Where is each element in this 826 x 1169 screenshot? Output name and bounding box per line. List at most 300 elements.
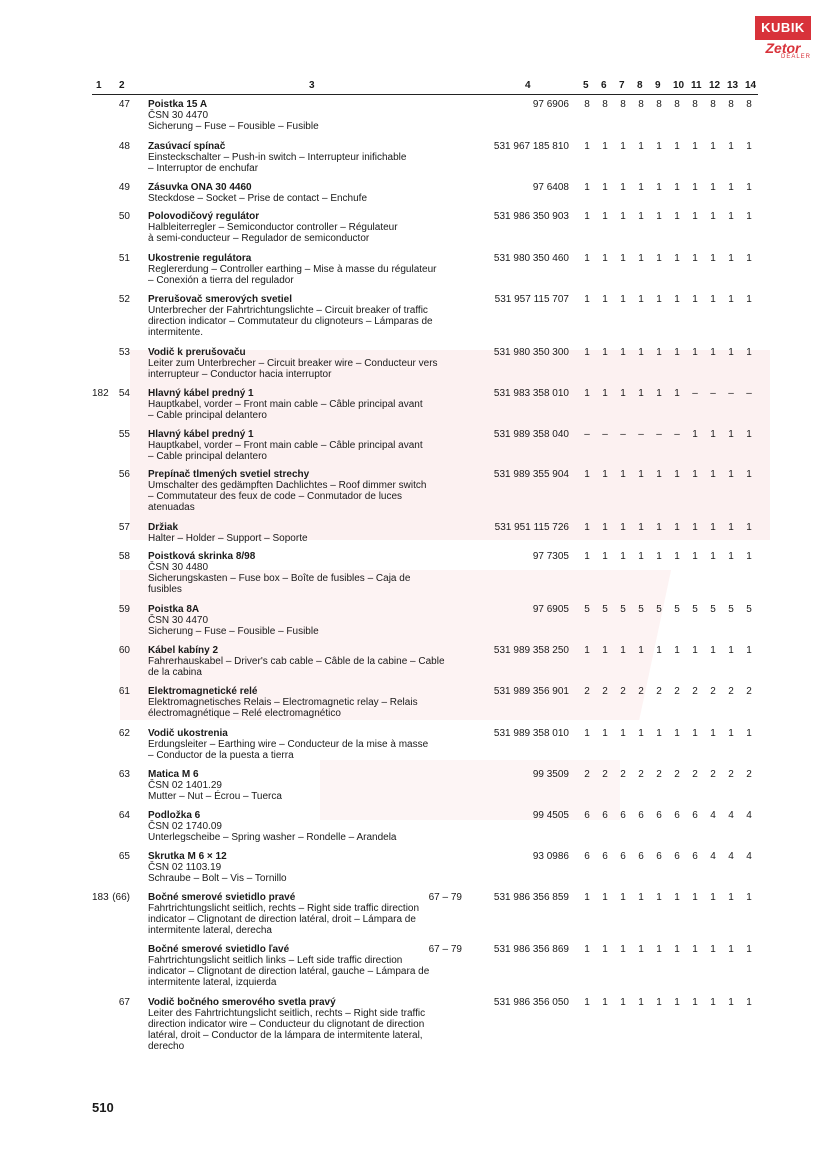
quantity-cell: 2 [692,686,698,697]
header-qty-col: 6 [601,80,607,91]
quantity-cell: 1 [584,892,590,903]
part-name: Prerušovač smerových svetiel [148,294,292,305]
quantity-cell: 1 [746,892,752,903]
quantity-cell: 1 [620,211,626,222]
quantity-cell: 1 [674,294,680,305]
quantity-cell: 1 [746,645,752,656]
quantity-cell: 5 [746,604,752,615]
part-number: 531 989 355 904 [493,469,569,480]
quantity-cell: 1 [746,944,752,955]
quantity-cell: 6 [602,810,608,821]
part-description-line: Reglererdung – Controller earthing – Mise à masse du régulateur [148,264,437,275]
header-qty-col: 5 [583,80,589,91]
part-number: 531 986 356 869 [493,944,569,955]
part-name: Kábel kabíny 2 [148,645,219,656]
quantity-cell: 8 [602,99,608,110]
quantity-cell: 8 [656,99,662,110]
part-description-line: indicator – Clignotant de direction latéral, gauche – Lámpara de [148,966,430,977]
quantity-cell: 1 [656,182,662,193]
part-name: Poistková skrinka 8/98 [148,551,256,562]
quantity-cell: – [620,429,626,440]
quantity-cell: 2 [710,686,716,697]
part-description-line: – Conexión a tierra del regulador [148,275,294,286]
part-description-line: – Commutateur des feux de code – Conmutador de luces [148,491,403,502]
quantity-cell: 2 [584,686,590,697]
quantity-cell: 1 [728,892,734,903]
part-description-line: – Conductor de la puesta a tierra [148,750,294,761]
part-description-line: ČSN 02 1103.19 [148,862,222,873]
part-number: 531 957 115 707 [494,294,569,305]
quantity-cell: 1 [692,253,698,264]
quantity-cell: 1 [638,728,644,739]
part-description [148,728,480,761]
part-description-line: – Cable principal delantero [148,451,267,462]
quantity-cell: 1 [728,429,734,440]
quantity-cell: 1 [656,211,662,222]
quantity-cell: 1 [584,944,590,955]
quantity-cell: 8 [584,99,590,110]
quantity-cell: 1 [584,388,590,399]
quantity-cell: 1 [674,388,680,399]
logo-zetor: Zetor [765,40,801,56]
header-qty-col: 11 [691,80,702,91]
position-number: 56 [118,469,130,480]
quantity-cell: – [710,388,716,399]
quantity-cell: 2 [638,769,644,780]
quantity-cell: 1 [728,522,734,533]
quantity-cell: – [674,429,680,440]
quantity-cell: 1 [728,551,734,562]
quantity-cell: 2 [620,769,626,780]
part-number: 93 0986 [532,851,569,862]
part-description-line: Leiter zum Unterbrecher – Circuit breaker wire – Conducteur vers [148,358,438,369]
header-col-2: 2 [119,80,125,91]
quantity-cell: 8 [692,99,698,110]
quantity-cell: 1 [656,141,662,152]
position-number: 65 [118,851,130,862]
part-description [148,211,480,244]
quantity-cell: 2 [602,769,608,780]
part-description [148,469,480,513]
part-description-line: électromagnétique – Relé electromagnético [148,708,341,719]
quantity-cell: 1 [638,294,644,305]
quantity-cell: 1 [584,522,590,533]
quantity-cell: 1 [602,182,608,193]
quantity-cell: 1 [746,253,752,264]
quantity-cell: 1 [692,645,698,656]
quantity-cell: 1 [584,253,590,264]
part-description [148,997,480,1052]
logo-dealer: DEALER [780,54,811,60]
quantity-cell: 8 [638,99,644,110]
part-description-line: derecho [148,1041,185,1052]
position-number: 58 [118,551,130,562]
part-description-line: Fahrtrichtungslicht seitlich, rechts – Right side traffic direction [148,903,420,914]
part-description-line: intermitente lateral, izquierda [148,977,277,988]
header-qty-col: 7 [619,80,625,91]
part-description-line: direction indicator – Commutateur du clignoteurs – Lámparas de [148,316,433,327]
quantity-cell: 1 [728,997,734,1008]
quantity-cell: 2 [746,686,752,697]
part-number: 531 980 350 300 [493,347,569,358]
quantity-cell: 1 [638,469,644,480]
quantity-cell: – [638,429,644,440]
quantity-cell: 1 [638,141,644,152]
quantity-cell: – [602,429,608,440]
position-number: 63 [118,769,130,780]
part-name: Zasúvací spínač [148,141,226,152]
group-number: 183 [92,892,109,903]
logo-kubik: KUBIK [755,16,811,40]
quantity-cell: 1 [746,469,752,480]
part-description-line: Sicherungskasten – Fuse box – Boîte de fusibles – Caja de [148,573,411,584]
quantity-cell: 5 [638,604,644,615]
header-col-3: 3 [309,80,315,91]
part-description-line: Hauptkabel, vorder – Front main cable – Câble principal avant [148,440,423,451]
part-description [148,551,480,595]
part-description-line: ČSN 30 4470 [148,615,209,626]
header-col-4: 4 [525,80,531,91]
header-col-1: 1 [96,80,102,91]
quantity-cell: 1 [692,997,698,1008]
part-name: Vodič bočného smerového svetla pravý [148,997,336,1008]
part-description [148,686,480,719]
part-name: Držiak [148,522,179,533]
part-description [148,294,480,338]
position-number: 53 [118,347,130,358]
position-number: 64 [118,810,130,821]
quantity-cell: 1 [692,211,698,222]
quantity-cell: 1 [620,551,626,562]
part-description-line: ČSN 30 4480 [148,562,209,573]
position-number: (66) [112,892,130,903]
part-description-line: Elektromagnetisches Relais – Electromagnetic relay – Relais [148,697,418,708]
part-description-line: fusibles [148,584,182,595]
quantity-cell: 1 [674,728,680,739]
part-description-line: Halter – Holder – Support – Soporte [148,533,308,544]
position-number: 47 [118,99,130,110]
quantity-cell: 6 [656,810,662,821]
part-description [148,810,480,843]
part-description [148,851,480,884]
part-description-line: Sicherung – Fuse – Fousible – Fusible [148,626,319,637]
quantity-cell: 1 [602,253,608,264]
part-description-line: Einsteckschalter – Push-in switch – Interrupteur inifichable [148,152,407,163]
part-description [148,645,480,678]
quantity-cell: 2 [674,769,680,780]
quantity-cell: 1 [584,141,590,152]
quantity-cell: 1 [710,182,716,193]
part-number: 531 986 356 859 [493,892,569,903]
part-description-line: intermitente lateral, derecha [148,925,272,936]
part-number: 531 986 356 050 [493,997,569,1008]
part-description [148,253,480,286]
part-description-line: ČSN 02 1401.29 [148,780,222,791]
quantity-cell: 1 [620,182,626,193]
quantity-cell: 6 [692,851,698,862]
quantity-cell: 1 [728,944,734,955]
part-number: 97 7305 [532,551,569,562]
part-number: 531 951 115 726 [494,522,569,533]
quantity-cell: 1 [710,645,716,656]
quantity-cell: 1 [602,141,608,152]
quantity-cell: 1 [674,997,680,1008]
quantity-cell: 1 [674,892,680,903]
quantity-cell: 8 [746,99,752,110]
quantity-cell: 4 [746,810,752,821]
part-description [148,388,480,421]
quantity-cell: 1 [728,728,734,739]
quantity-cell: 2 [674,686,680,697]
quantity-cell: 1 [746,728,752,739]
quantity-cell: 1 [746,997,752,1008]
quantity-cell: 1 [710,141,716,152]
quantity-cell: 6 [584,810,590,821]
quantity-cell: 1 [656,551,662,562]
model-years: 67 – 79 [428,892,462,903]
quantity-cell: 1 [602,728,608,739]
quantity-cell: 1 [620,997,626,1008]
quantity-cell: 2 [728,769,734,780]
quantity-cell: 1 [584,645,590,656]
quantity-cell: 8 [710,99,716,110]
part-name: Ukostrenie regulátora [148,253,252,264]
quantity-cell: 1 [602,892,608,903]
part-description [148,522,480,544]
header-qty-col: 10 [673,80,685,91]
quantity-cell: 1 [710,294,716,305]
header-qty-col: 14 [745,80,757,91]
position-number: 67 [118,997,130,1008]
quantity-cell: 2 [746,769,752,780]
position-number: 57 [118,522,130,533]
part-description-line: Unterbrecher der Fahrtrichtungslichte – Circuit breaker of traffic [148,305,428,316]
part-description-line: de la cabina [148,667,202,678]
quantity-cell: 2 [620,686,626,697]
position-number: 61 [118,686,130,697]
quantity-cell: 1 [746,522,752,533]
part-name: Skrutka M 6 × 12 [148,851,227,862]
quantity-cell: 1 [602,522,608,533]
part-name: Bočné smerové svietidlo ľavé [148,944,290,955]
quantity-cell: 1 [746,182,752,193]
part-number: 531 989 358 250 [493,645,569,656]
quantity-cell: 4 [746,851,752,862]
quantity-cell: 1 [728,253,734,264]
quantity-cell: – [656,429,662,440]
part-name: Hlavný kábel predný 1 [148,429,254,440]
quantity-cell: 5 [620,604,626,615]
quantity-cell: 1 [674,211,680,222]
quantity-cell: 5 [584,604,590,615]
quantity-cell: 1 [602,997,608,1008]
quantity-cell: 1 [674,645,680,656]
quantity-cell: 6 [638,851,644,862]
quantity-cell: 1 [584,469,590,480]
quantity-cell: 1 [692,294,698,305]
quantity-cell: 1 [620,469,626,480]
quantity-cell: 1 [728,141,734,152]
part-number: 99 4505 [532,810,569,821]
quantity-cell: 4 [710,810,716,821]
quantity-cell: 1 [674,182,680,193]
quantity-cell: 1 [656,944,662,955]
quantity-cell: 2 [656,769,662,780]
position-number: 50 [118,211,130,222]
quantity-cell: 1 [692,728,698,739]
part-description-line: atenuadas [148,502,195,513]
part-description-line: interrupteur – Conductor hacia interruptor [148,369,332,380]
quantity-cell: 1 [710,522,716,533]
quantity-cell: 1 [620,522,626,533]
quantity-cell: 1 [692,429,698,440]
part-number: 531 980 350 460 [493,253,569,264]
header-qty-col: 13 [727,80,739,91]
position-number: 48 [118,141,130,152]
quantity-cell: 1 [584,211,590,222]
quantity-cell: – [692,388,698,399]
page-number: 510 [92,1100,114,1115]
quantity-cell: 5 [710,604,716,615]
quantity-cell: 1 [674,253,680,264]
header-qty-col: 9 [655,80,661,91]
part-number: 531 989 358 040 [493,429,569,440]
quantity-cell: 1 [620,253,626,264]
quantity-cell: 4 [728,810,734,821]
part-name: Prepínač tlmených svetiel strechy [148,469,310,480]
quantity-cell: 6 [692,810,698,821]
model-years: 67 – 79 [428,944,462,955]
part-name: Vodič k prerušovaču [148,347,246,358]
part-description-line: – Cable principal delantero [148,410,267,421]
quantity-cell: 1 [692,347,698,358]
quantity-cell: 2 [728,686,734,697]
quantity-cell: 1 [710,347,716,358]
part-description-line: à semi-conducteur – Regulador de semiconductor [148,233,370,244]
part-name: Vodič ukostrenia [148,728,228,739]
quantity-cell: 1 [584,997,590,1008]
quantity-cell: 1 [656,645,662,656]
quantity-cell: 1 [620,347,626,358]
quantity-cell: 1 [746,211,752,222]
quantity-cell: 1 [656,522,662,533]
quantity-cell: 1 [638,253,644,264]
quantity-cell: 5 [656,604,662,615]
part-description-line: Fahrerhauskabel – Driver's cab cable – Câble de la cabine – Cable [148,656,445,667]
quantity-cell: 1 [728,469,734,480]
part-name: Poistka 8A [148,604,200,615]
quantity-cell: 1 [620,141,626,152]
quantity-cell: 1 [710,892,716,903]
quantity-cell: 1 [710,997,716,1008]
part-description-line: Leiter des Fahrtrichtungslicht seitlich, rechts – Right side traffic [148,1008,426,1019]
part-name: Poistka 15 A [148,99,208,110]
quantity-cell: 1 [692,551,698,562]
quantity-cell: 1 [620,645,626,656]
quantity-cell: 1 [638,388,644,399]
part-number: 531 967 185 810 [493,141,569,152]
quantity-cell: 1 [710,944,716,955]
part-description [148,141,480,174]
position-number: 55 [118,429,130,440]
position-number: 54 [118,388,130,399]
part-description-line: direction indicator wire – Conducteur du clignotant de direction [148,1019,425,1030]
quantity-cell: 1 [728,294,734,305]
quantity-cell: 1 [710,728,716,739]
quantity-cell: 1 [728,182,734,193]
quantity-cell: 1 [620,388,626,399]
part-description-line: Sicherung – Fuse – Fousible – Fusible [148,121,319,132]
part-description-line: ČSN 30 4470 [148,110,209,121]
quantity-cell: 1 [710,551,716,562]
part-name: Elektromagnetické relé [148,686,258,697]
quantity-cell: 1 [602,944,608,955]
quantity-cell: 1 [692,182,698,193]
part-description-line: Erdungsleiter – Earthing wire – Conducteur de la mise à masse [148,739,429,750]
header-qty-col: 8 [637,80,643,91]
quantity-cell: 5 [692,604,698,615]
quantity-cell: 1 [602,551,608,562]
quantity-cell: 2 [710,769,716,780]
quantity-cell: 1 [692,892,698,903]
part-number: 531 989 358 010 [493,728,569,739]
quantity-cell: 1 [656,294,662,305]
quantity-cell: 1 [746,347,752,358]
quantity-cell: 1 [584,294,590,305]
quantity-cell: 1 [584,347,590,358]
part-description-line: Mutter – Nut – Écrou – Tuerca [148,791,282,802]
quantity-cell: 1 [638,211,644,222]
quantity-cell: 1 [692,469,698,480]
part-description [148,769,480,802]
quantity-cell: 6 [656,851,662,862]
quantity-cell: 1 [674,141,680,152]
quantity-cell: 2 [638,686,644,697]
part-name: Podložka 6 [148,810,201,821]
quantity-cell: 1 [584,551,590,562]
quantity-cell: 1 [656,469,662,480]
part-description-line: intermitente. [148,327,204,338]
quantity-cell: – [746,388,752,399]
part-description-line: indicator – Clignotant de direction latéral, droit – Lámpara de [148,914,416,925]
quantity-cell: 1 [692,141,698,152]
quantity-cell: 2 [584,769,590,780]
quantity-cell: 1 [710,211,716,222]
part-description-line: Schraube – Bolt – Vis – Tornillo [148,873,287,884]
quantity-cell: 1 [656,253,662,264]
quantity-cell: 2 [602,686,608,697]
quantity-cell: 1 [710,469,716,480]
position-number: 62 [118,728,130,739]
quantity-cell: 5 [728,604,734,615]
position-number: 49 [118,182,130,193]
part-number: 531 986 350 903 [493,211,569,222]
quantity-cell: 8 [674,99,680,110]
part-number: 97 6906 [532,99,569,110]
part-description [148,429,480,462]
quantity-cell: 4 [710,851,716,862]
part-name: Polovodičový regulátor [148,211,260,222]
quantity-cell: 1 [674,944,680,955]
quantity-cell: 1 [602,294,608,305]
quantity-cell: 6 [584,851,590,862]
quantity-cell: 1 [602,469,608,480]
quantity-cell: 6 [602,851,608,862]
part-description [148,182,480,204]
header-qty-col: 12 [709,80,721,91]
quantity-cell: 2 [692,769,698,780]
part-description [148,604,480,637]
